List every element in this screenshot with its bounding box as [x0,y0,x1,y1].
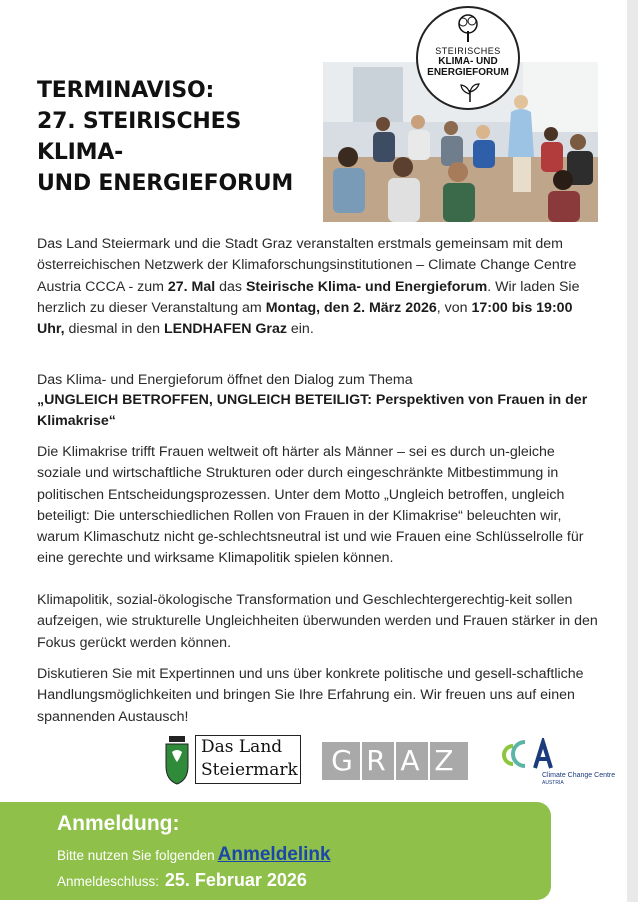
forum-logo-line-1: STEIRISCHES [435,46,501,56]
registration-band [0,802,551,900]
paragraph-climate-policy: Klimapolitik, sozial-ökologische Transformation und Geschlechtergerechtig-keit sollen aufzeigen, wie strukturelle Ungleichheiten überwunden werden und Frauen stärker in den Fokus gerückt werden können. [37,592,598,651]
ccca-mark-icon [497,738,557,774]
registration-line [57,844,331,866]
intro-text-3: . Wir laden Sie herzlich zu dieser Veranstaltung am [37,278,580,316]
plant-icon [458,82,482,104]
graz-logo [322,742,468,780]
paragraph-climate-crisis: Die Klimakrise trifft Frauen weltweit oft härter als Männer – sei es durch un-gleiche soziale und wirtschaftliche Strukturen oder durch eingeschränkte Mitbestimmung in politischen Entscheidungsprozessen. Unter dem Motto „Ungleich betroffen, ungleich beteiligt: Die unterschiedlichen Rollen von Frauen in der Klimakrise“ beleuchten wir, warum Klimaschutz nicht ge-schlechtsneutral ist und wie Frauen eine Schlüsselrolle für eine gerechte und wirksame Klimapolitik spielen können. [37,444,584,567]
forum-logo-line-2: KLIMA- UND [438,56,498,67]
intro-text-1: Das Land Steiermark und die Stadt Graz veranstalten erstmals gemeinsam mit dem österreichischen Netzwerk der Klimaforschungsinstitutionen – Climate Change Centre Austria CCCA - zum [37,236,577,295]
topic-title: „UNGLEICH BETROFFEN, UNGLEICH BETEILIGT: Perspektiven von Frauen in der Klimakrise“ [37,392,588,430]
intro-bold-time: 17:00 bis 19:00 Uhr, [37,299,573,338]
registration-text: Bitte nutzen Sie folgenden [57,848,215,863]
title-line-1: TERMINAVISO: [37,78,215,103]
partner-logos [0,730,638,790]
steiermark-line-1: Das Land [201,737,283,757]
intro-bold-forum: Steirische Klima- und Energieforum [245,278,488,295]
title-line-3: KLIMA- [37,140,124,165]
intro-text-5: diesmal in den [64,321,164,338]
intro-paragraph [37,234,602,340]
title-line-2: 27. STEIRISCHES [37,109,242,134]
graz-letter-a: A [394,742,428,780]
crest-icon [163,734,191,786]
deadline-date: 25. Februar 2026 [164,870,307,890]
intro-bold-venue: LENDHAFEN Graz [163,321,287,338]
forum-logo [416,6,520,110]
forum-logo-line-3: ENERGIEFORUM [427,67,509,78]
intro-text-4: , von [436,299,472,316]
paragraph-discussion: Diskutieren Sie mit Expertinnen und uns über konkrete politische und gesell-schaftliche Handlungsmöglichkeiten und bringen Sie Ihre Erfahrung ein. Wir freuen uns auf einen spannenden Austausch! [37,666,584,725]
registration-heading: Anmeldung: [57,812,180,835]
ccca-logo [497,738,622,786]
registration-link[interactable]: Anmeldelink [217,844,331,865]
deadline-line [57,870,307,891]
ccca-country: AUSTRIA [542,780,564,786]
intro-bold-date: Montag, den 2. März 2026 [265,299,437,316]
steiermark-logo [163,734,303,786]
graz-letter-z: Z [428,742,462,780]
topic-lead: Das Klima- und Energieforum öffnet den Dialog zum Thema [37,372,413,388]
intro-text-2: das [215,278,246,295]
tree-icon [453,13,483,43]
intro-text-6: ein. [286,321,314,338]
steiermark-line-2: Steiermark [201,760,298,780]
deadline-label: Anmeldeschluss: [57,874,160,889]
page-title [37,75,317,199]
title-line-4: UND ENERGIEFORUM [37,171,294,196]
intro-bold-edition: 27. Mal [167,278,216,295]
graz-letter-g: G [331,744,357,777]
graz-letter-r: R [360,742,394,780]
ccca-subtitle: Climate Change Centre [542,772,616,779]
